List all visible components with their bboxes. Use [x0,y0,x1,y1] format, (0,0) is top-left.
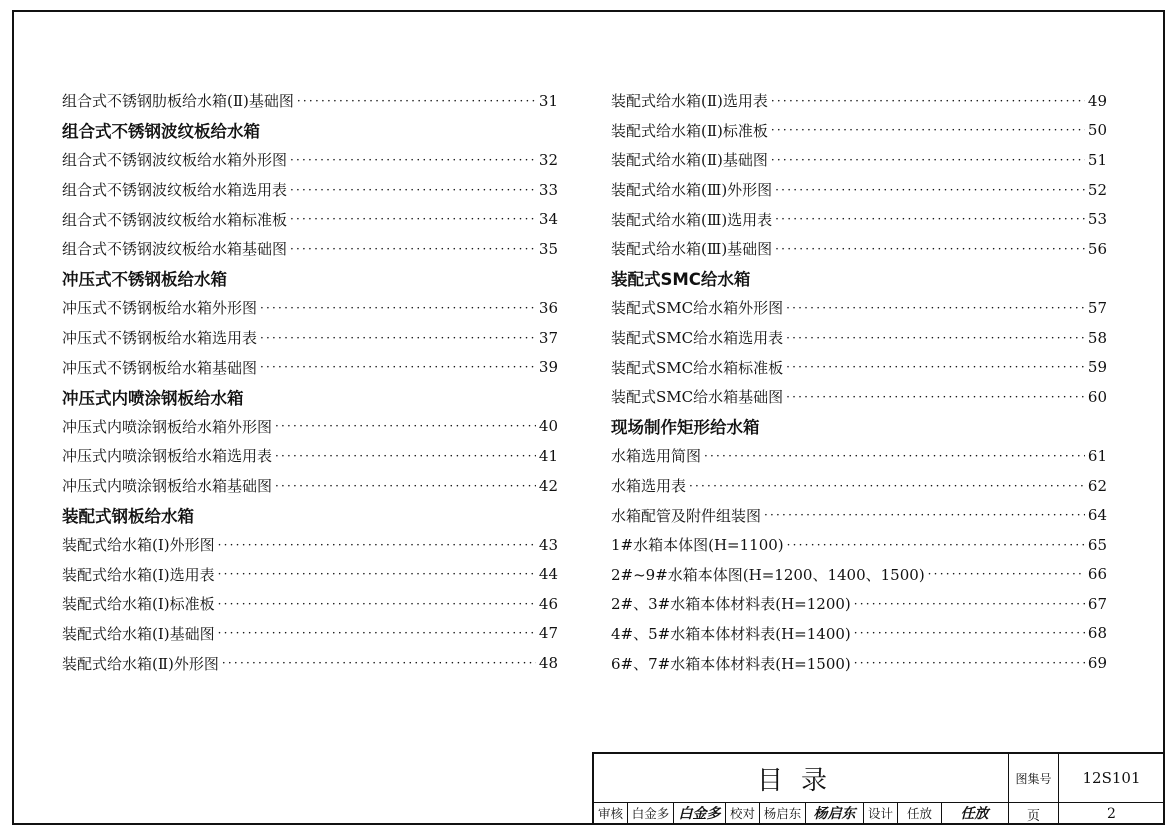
atlas-number-label: 图集号 [1009,754,1059,803]
dot-leader [260,332,536,344]
toc-entry-page: 66 [1087,565,1107,584]
designer-signature: 任放 [960,806,989,822]
toc-entry-page: 56 [1087,239,1107,258]
toc-entry [611,323,1107,353]
toc-entry-title: 组合式不锈钢波纹板给水箱选用表 [62,181,288,200]
toc-entry [62,560,558,590]
toc-entry-page: 34 [538,210,558,229]
toc-entry [62,412,558,442]
toc-entry-title: 冲压式内喷涂钢板给水箱外形图 [62,417,273,436]
toc-entry-page: 59 [1087,358,1107,377]
toc-entry-title: 冲压式不锈钢板给水箱选用表 [62,329,258,348]
toc-entry-title: 水箱配管及附件组装图 [611,506,762,525]
toc-entry [611,648,1107,678]
dot-leader [771,124,1085,136]
toc-entry [611,145,1107,175]
design-label: 设计 [864,803,898,825]
toc-entry-title: 冲压式内喷涂钢板给水箱基础图 [62,477,273,496]
dot-leader [775,243,1085,255]
toc-entry-title: 装配式给水箱(Ⅱ)外形图 [62,654,219,673]
signature-row [594,803,1009,825]
toc-entry-title: 装配式SMC给水箱选用表 [611,329,784,348]
toc-entry-page: 69 [1087,654,1107,673]
toc-entry [611,441,1107,471]
dot-leader [786,361,1085,373]
toc-entry [62,175,558,205]
dot-leader [771,154,1085,166]
toc-entry [611,204,1107,234]
dot-leader [218,627,536,639]
toc-entry-page: 62 [1087,476,1107,495]
toc-entry-page: 36 [538,298,558,317]
dot-leader [290,154,536,166]
section-heading: 现场制作矩形给水箱 [611,418,760,438]
toc-entry-title: 装配式SMC给水箱基础图 [611,388,784,407]
toc-entry-title: 装配式给水箱(Ⅰ)标准板 [62,595,215,614]
toc-entry-title: 装配式给水箱(Ⅲ)选用表 [611,210,773,229]
dot-leader [854,627,1085,639]
toc-entry-page: 46 [538,594,558,613]
toc-entry-page: 61 [1087,446,1107,465]
checker-name: 杨启东 [760,803,806,825]
toc-entry-page: 31 [538,91,558,110]
dot-leader [786,391,1085,403]
toc-entry-title: 4#、5#水箱本体材料表(H=1400) [611,624,851,643]
dot-leader [786,332,1085,344]
toc-entry-title: 装配式SMC给水箱标准板 [611,358,784,377]
toc-entry-title: 装配式给水箱(Ⅲ)外形图 [611,181,773,200]
dot-leader [689,480,1085,492]
review-label: 审核 [594,803,628,825]
toc-entry [62,86,558,116]
dot-leader [787,539,1085,551]
toc-entry [62,441,558,471]
toc-entry [611,352,1107,382]
toc-entry-page: 64 [1087,506,1107,525]
page-label: 页 [1009,803,1059,825]
title-block-title: 目录 [594,754,1009,803]
toc-entry [62,352,558,382]
toc-entry-title: 装配式给水箱(Ⅱ)选用表 [611,92,768,111]
toc-entry [611,530,1107,560]
toc-entry-title: 组合式不锈钢肋板给水箱(Ⅱ)基础图 [62,92,294,111]
toc-entry [62,293,558,323]
toc-entry [62,648,558,678]
atlas-number: 12S101 [1059,754,1165,803]
toc-entry-page: 44 [538,565,558,584]
toc-entry [62,323,558,353]
toc-entry-page: 37 [538,328,558,347]
toc-entry [62,145,558,175]
toc-entry-title: 装配式给水箱(Ⅱ)基础图 [611,151,768,170]
dot-leader [928,568,1085,580]
section-heading: 冲压式不锈钢板给水箱 [62,270,227,290]
toc-entry-page: 35 [538,239,558,258]
toc-right-column [611,86,1107,678]
dot-leader [260,361,536,373]
toc-entry [611,471,1107,501]
title-block [592,752,1165,825]
toc-entry-title: 组合式不锈钢波纹板给水箱基础图 [62,240,288,259]
toc-entry-page: 51 [1087,150,1107,169]
toc-entry [611,293,1107,323]
toc-entry-title: 装配式给水箱(Ⅰ)基础图 [62,624,215,643]
toc-entry-title: 1#水箱本体图(H=1100) [611,536,784,555]
toc-entry-page: 42 [538,476,558,495]
dot-leader [297,95,536,107]
toc-entry-page: 50 [1087,121,1107,140]
toc-entry-title: 装配式给水箱(Ⅰ)外形图 [62,536,215,555]
toc-entry-title: 水箱选用简图 [611,447,702,466]
toc-entry [611,589,1107,619]
dot-leader [218,568,536,580]
toc-entry-title: 冲压式内喷涂钢板给水箱选用表 [62,447,273,466]
toc-entry-page: 68 [1087,624,1107,643]
toc-entry-page: 49 [1087,91,1107,110]
toc-entry [611,500,1107,530]
dot-leader [290,243,536,255]
toc-entry-page: 48 [538,654,558,673]
section-heading: 装配式钢板给水箱 [62,507,194,527]
toc-entry [62,589,558,619]
toc-entry-page: 41 [538,446,558,465]
toc-entry-title: 组合式不锈钢波纹板给水箱标准板 [62,210,288,229]
reviewer-signature: 白金多 [674,803,726,825]
toc-entry-title: 水箱选用表 [611,477,687,496]
toc-entry-page: 58 [1087,328,1107,347]
toc-entry-title: 装配式SMC给水箱外形图 [611,299,784,318]
dot-leader [775,184,1085,196]
toc-entry [62,619,558,649]
toc-entry [62,204,558,234]
toc-entry [62,234,558,264]
dot-leader [704,450,1085,462]
dot-leader [290,213,536,225]
toc-entry-page: 33 [538,180,558,199]
toc-entry-page: 67 [1087,594,1107,613]
toc-entry-page: 32 [538,150,558,169]
toc-left-column [62,86,558,678]
toc-entry-page: 40 [538,417,558,436]
dot-leader [764,509,1085,521]
toc-entry-title: 6#、7#水箱本体材料表(H=1500) [611,654,851,673]
dot-leader [275,450,536,462]
toc-entry-page: 43 [538,535,558,554]
dot-leader [218,598,536,610]
toc-entry-page: 65 [1087,535,1107,554]
toc-entry [611,560,1107,590]
section-heading: 冲压式内喷涂钢板给水箱 [62,388,244,408]
dot-leader [854,657,1085,669]
dot-leader [222,657,536,669]
toc-entry [611,175,1107,205]
dot-leader [775,213,1085,225]
toc-entry [611,382,1107,412]
toc-entry-title: 装配式给水箱(Ⅰ)选用表 [62,565,215,584]
toc-entry [611,619,1107,649]
toc-entry-title: 组合式不锈钢波纹板给水箱外形图 [62,151,288,170]
dot-leader [854,598,1085,610]
section-heading: 装配式SMC给水箱 [611,270,751,290]
toc-entry-page: 53 [1087,210,1107,229]
toc-entry-page: 39 [538,358,558,377]
toc-entry [611,116,1107,146]
section-heading: 组合式不锈钢波纹板给水箱 [62,122,260,142]
dot-leader [786,302,1085,314]
toc-entry [62,530,558,560]
dot-leader [275,420,536,432]
dot-leader [260,302,536,314]
toc-entry-page: 57 [1087,298,1107,317]
toc-entry-title: 装配式给水箱(Ⅱ)标准板 [611,121,768,140]
dot-leader [290,184,536,196]
check-label: 校对 [726,803,760,825]
toc-entry-title: 冲压式不锈钢板给水箱外形图 [62,299,258,318]
designer-name: 任放 [898,803,942,825]
toc-entry [62,471,558,501]
toc-entry [611,86,1107,116]
toc-entry-title: 2#、3#水箱本体材料表(H=1200) [611,595,851,614]
dot-leader [771,95,1085,107]
toc-entry-title: 装配式给水箱(Ⅲ)基础图 [611,240,773,259]
toc-entry-page: 52 [1087,180,1107,199]
dot-leader [275,480,536,492]
toc-entry-page: 60 [1087,387,1107,406]
page-number: 2 [1059,803,1165,825]
toc-entry-title: 冲压式不锈钢板给水箱基础图 [62,358,258,377]
toc-entry-title: 2#~9#水箱本体图(H=1200、1400、1500) [611,565,925,584]
reviewer-name: 白金多 [628,803,674,825]
toc-entry [611,234,1107,264]
dot-leader [218,539,536,551]
checker-signature: 杨启东 [806,803,864,825]
toc-entry-page: 47 [538,624,558,643]
